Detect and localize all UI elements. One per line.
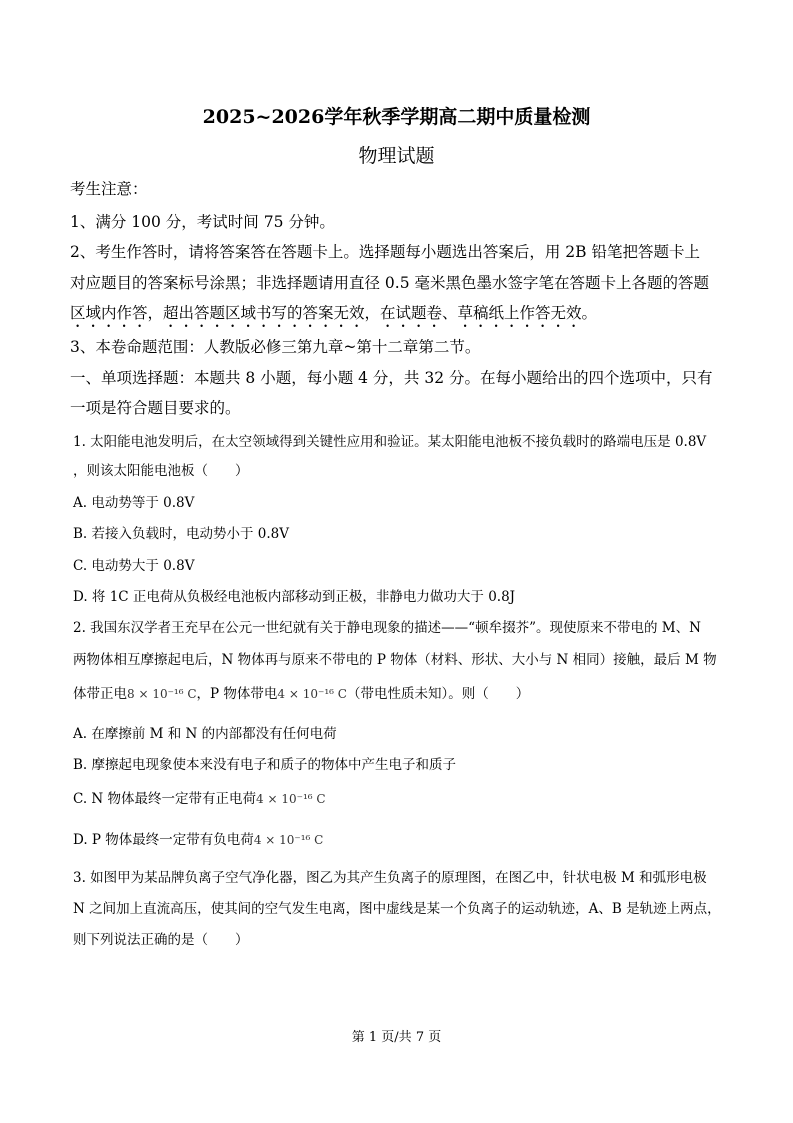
charge-p-value: 4 × 10⁻¹⁶ C <box>277 687 347 701</box>
q2-option-d-text: D. P 物体最终一定带有负电荷 <box>73 832 254 848</box>
q2-stem-line-3-middle: ，P 物体带电 <box>196 686 278 702</box>
q1-stem-line-1: 1. 太阳能电池发明后，在太空领域得到关键性应用和验证。某太阳能电池板不接负载时的路端电压是 0.8V <box>73 434 707 450</box>
q2-option-c-charge: 4 × 10⁻¹⁶ C <box>256 792 326 806</box>
q2-stem-line-2: 两物体相互摩擦起电后，N 物体再与原来不带电的 P 物体（材料、形状、大小与 N 相同）接触，最后 M 物 <box>73 652 717 668</box>
q1-option-c: C. 电动势大于 0.8V <box>73 558 195 574</box>
notice-item-3: 3、本卷命题范围：人教版必修三第九章~第十二章第二节。 <box>70 338 481 356</box>
q2-stem-line-3-start: 体带正电 <box>73 686 127 702</box>
notice-item-1: 1、满分 100 分，考试时间 75 分钟。 <box>70 213 335 231</box>
q2-option-c-text: C. N 物体最终一定带有正电荷 <box>73 791 257 807</box>
q2-option-d-charge: 4 × 10⁻¹⁶ C <box>253 833 324 847</box>
q3-stem-line-1: 3. 如图甲为某品牌负离子空气净化器，图乙为其产生负离子的原理图，在图乙中，针状电极 M 和弧形电极 <box>73 870 707 886</box>
q2-stem-line-3-end: （带电性质未知）。则（ ） <box>346 686 530 702</box>
q2-option-c <box>73 787 326 807</box>
exam-title: 2025~2026学年秋季学期高二期中质量检测 <box>202 106 591 128</box>
q2-stem-line-1: 2. 我国东汉学者王充早在公元一世纪就有关于静电现象的描述——“顿牟掇芥”。现使原来不带电的 M、N <box>73 620 701 636</box>
q1-option-a: A. 电动势等于 0.8V <box>73 495 195 511</box>
section-1-instruction-line-2: 一项是符合题目要求的。 <box>70 399 241 417</box>
notice-item-2-line-2: 对应题目的答案标号涂黑；非选择题请用直径 0.5 毫米黑色墨水签字笔在答题卡上各题的答题 <box>70 274 710 292</box>
notice-heading: 考生注意： <box>70 180 148 198</box>
charge-m-value: 8 × 10⁻¹⁶ C <box>127 687 197 701</box>
subject-title: 物理试题 <box>358 145 435 167</box>
page-footer: 第 1 页/共 7 页 <box>351 1030 442 1045</box>
section-1-instruction-line-1: 一、单项选择题：本题共 8 小题，每小题 4 分，共 32 分。在每小题给出的四个选项中，只有 <box>70 369 713 387</box>
q1-stem-line-2: ，则该太阳能电池板（ ） <box>73 463 249 479</box>
notice-item-2-line-1: 2、考生作答时，请将答案答在答题卡上。选择题每小题选出答案后，用 2B 铅笔把答题卡上 <box>70 243 700 261</box>
q1-option-b: B. 若接入负载时，电动势小于 0.8V <box>73 526 290 542</box>
q2-option-a: A. 在摩擦前 M 和 N 的内部都没有任何电荷 <box>73 726 337 742</box>
q2-option-b: B. 摩擦起电现象使本来没有电子和质子的物体中产生电子和质子 <box>73 757 457 773</box>
q2-stem-line-3 <box>73 682 529 702</box>
q1-option-d: D. 将 1C 正电荷从负极经电池板内部移动到正极，非静电力做功大于 0.8J <box>73 589 516 605</box>
q3-stem-line-2: N 之间加上直流高压，使其间的空气发生电离，图中虚线是某一个负离子的运动轨迹，A、B 是轨迹上两点， <box>73 901 721 917</box>
q2-option-d <box>73 828 323 848</box>
notice-item-2-line-3: 区域内作答，超出答题区域书写的答案无效，在试题卷、草稿纸上作答无效。 <box>70 304 598 322</box>
q3-stem-line-3: 则下列说法正确的是（ ） <box>73 932 249 948</box>
